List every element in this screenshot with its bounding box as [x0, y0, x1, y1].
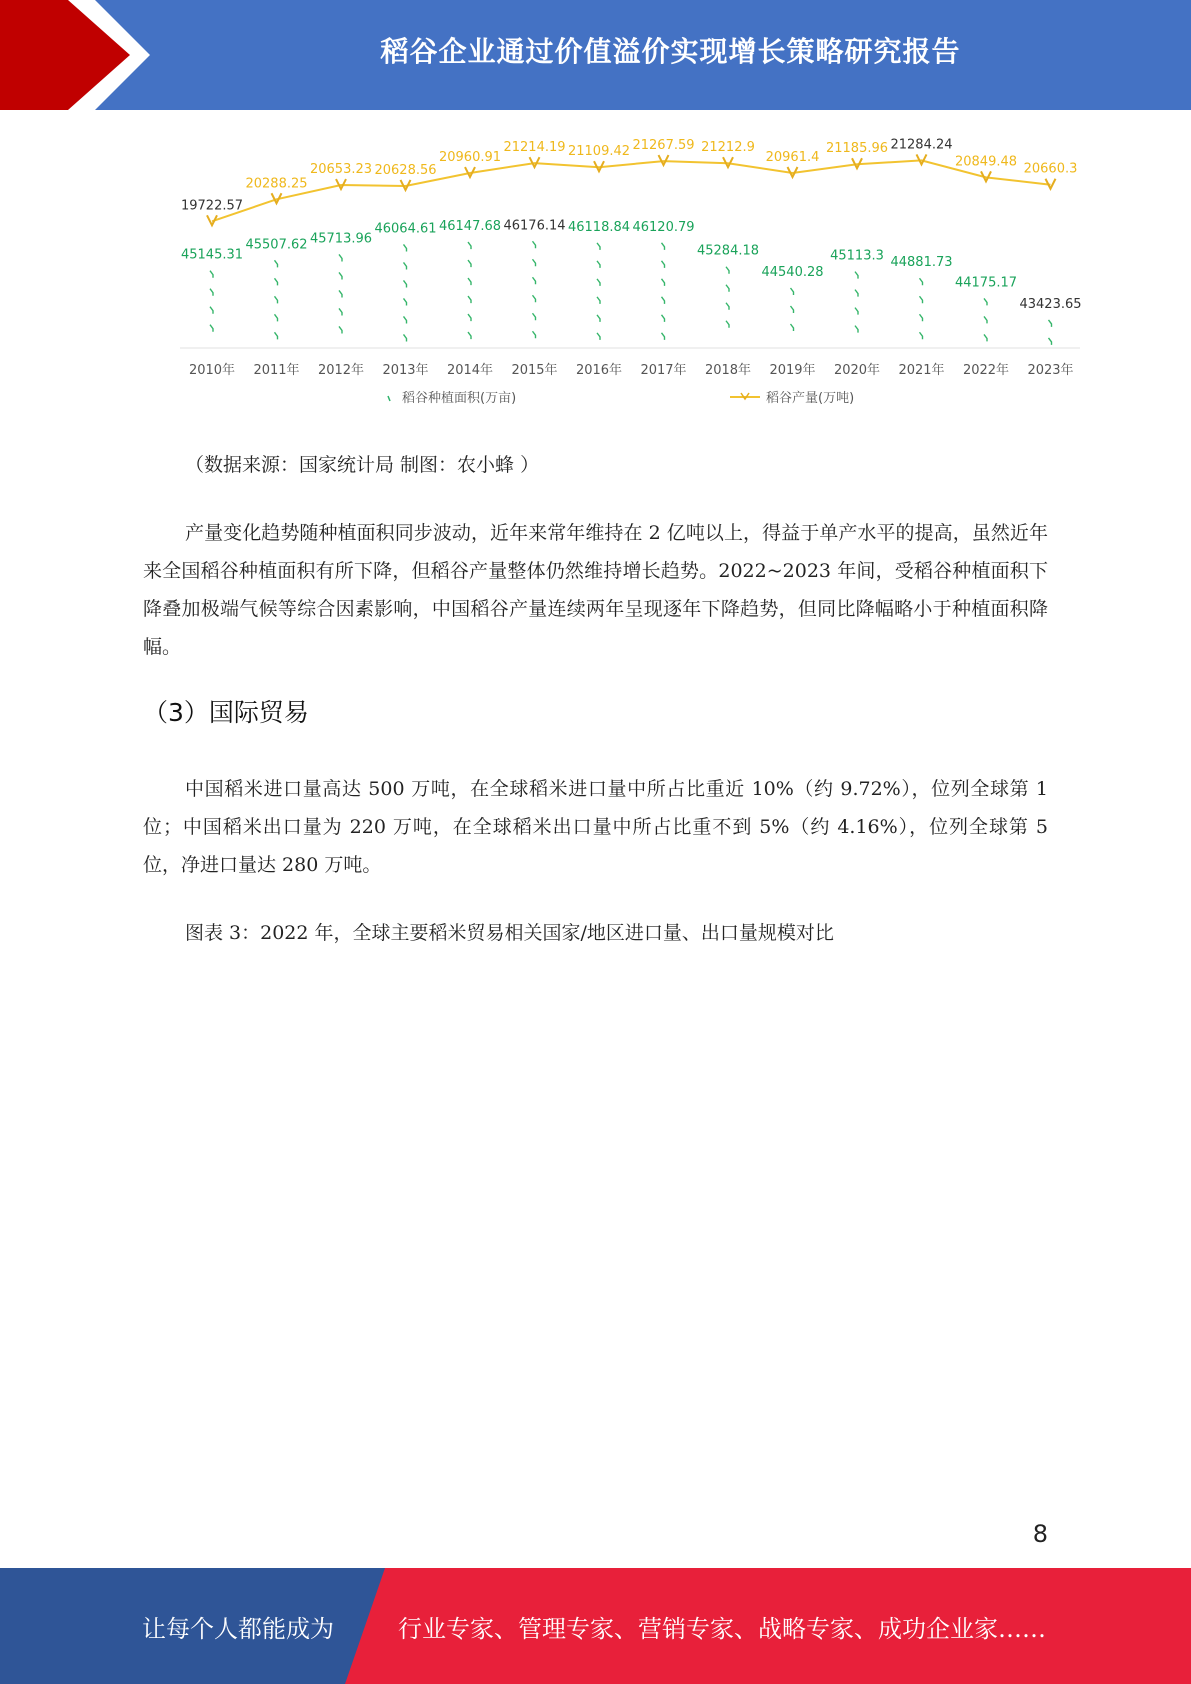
area-data-label: 45284.18 [696, 243, 760, 259]
area-sprout-mark [597, 315, 600, 322]
x-tick-label: 2011年 [253, 363, 300, 378]
area-sprout-mark [920, 332, 923, 339]
production-data-label: 20288.25 [245, 176, 308, 192]
area-sprout-mark [468, 332, 471, 339]
page-footer [0, 1568, 1191, 1684]
area-sprout-mark [920, 296, 923, 303]
production-point [659, 155, 669, 165]
chart-svg [170, 120, 1090, 410]
legend-area-label: 稻谷种植面积(万亩) [402, 391, 517, 406]
area-sprout-mark [275, 314, 278, 321]
area-sprout-mark [533, 241, 536, 248]
area-sprout-mark [984, 316, 987, 323]
area-sprout-mark [597, 261, 600, 268]
figure-title: 图表 3：2022 年，全球主要稻米贸易相关国家/地区进口量、出口量规模对比 [185, 922, 834, 944]
x-tick-label: 2012年 [317, 363, 365, 378]
area-sprout-mark [726, 303, 729, 310]
area-data-label: 46064.61 [374, 221, 437, 237]
area-sprout-mark [275, 278, 278, 285]
area-data-label: 46147.68 [438, 219, 502, 235]
area-sprout-mark [210, 325, 213, 332]
area-sprout-mark [404, 262, 407, 269]
paragraph-production-trend: 产量变化趋势随种植面积同步波动，近年来常年维持在 2 亿吨以上，得益于单产水平的提高，虽然近年来全国稻谷种植面积有所下降，但稻谷产量整体仍然维持增长趋势。2022~2023 年间，受稻谷种植面积下降叠加极端气候等综合因素影响，中国稻谷产量连续两年呈现逐年下降趋势，但同比降幅略小于种植面积降幅。 [143, 522, 1048, 658]
area-sprout-mark [1049, 338, 1052, 345]
production-point [272, 193, 282, 203]
area-data-label: 46176.14 [503, 218, 566, 234]
area-sprout-mark [597, 279, 600, 286]
area-sprout-mark [662, 243, 665, 250]
production-data-label: 20961.4 [765, 150, 820, 166]
area-sprout-mark [984, 298, 987, 305]
x-tick-label: 2022年 [962, 363, 1010, 378]
area-sprout-mark [339, 254, 342, 261]
production-data-label: 19722.57 [180, 198, 244, 214]
header-red-chevron [0, 0, 150, 110]
area-data-label: 44175.17 [954, 275, 1018, 291]
x-tick-label: 2021年 [898, 363, 945, 378]
production-data-label: 21185.96 [825, 141, 889, 157]
x-tick-label: 2020年 [833, 363, 881, 378]
area-sprout-mark [662, 261, 665, 268]
source-caption: （数据来源：国家统计局 制图：农小蜂 ） [185, 454, 540, 476]
legend-area-swatch [388, 396, 390, 401]
legend-production-label: 稻谷产量(万吨) [766, 391, 855, 406]
x-tick-label: 2018年 [704, 363, 752, 378]
area-data-label: 43423.65 [1019, 296, 1082, 312]
production-data-label: 21109.42 [567, 144, 631, 160]
area-sprout-mark [404, 316, 407, 323]
area-sprout-mark [210, 307, 213, 314]
production-data-label: 21267.59 [632, 138, 695, 154]
area-data-label: 44540.28 [761, 264, 824, 280]
x-tick-label: 2017年 [640, 363, 687, 378]
x-tick-label: 2023年 [1027, 363, 1074, 378]
area-sprout-mark [339, 290, 342, 297]
area-sprout-mark [275, 296, 278, 303]
area-sprout-mark [339, 272, 342, 279]
area-sprout-mark [468, 260, 471, 267]
area-sprout-mark [533, 313, 536, 320]
section-heading-international-trade: （3）国际贸易 [143, 698, 309, 727]
area-sprout-mark [597, 333, 600, 340]
production-data-label: 20960.91 [438, 150, 502, 166]
area-sprout-mark [855, 272, 858, 279]
area-sprout-mark [1049, 320, 1052, 327]
production-data-label: 20849.48 [954, 154, 1018, 170]
area-sprout-mark [920, 278, 923, 285]
paragraph-trade: 中国稻米进口量高达 500 万吨，在全球稻米进口量中所占比重近 10%（约 9.72%），位列全球第 1 位；中国稻米出口量为 220 万吨，在全球稻米出口量中所占比重不到 5%（约 4.16%），位列全球第 5 位，净进口量达 280 万吨。 [143, 778, 1048, 876]
area-sprout-mark [468, 314, 471, 321]
area-sprout-mark [339, 308, 342, 315]
area-sprout-mark [984, 334, 987, 341]
area-sprout-mark [791, 288, 794, 295]
area-sprout-mark [726, 321, 729, 328]
footer-slogan-right: 行业专家、管理专家、营销专家、战略专家、成功企业家…… [398, 1614, 1046, 1643]
area-sprout-mark [339, 326, 342, 333]
production-data-label: 20628.56 [374, 162, 437, 178]
area-sprout-mark [662, 333, 665, 340]
area-sprout-mark [855, 326, 858, 333]
x-tick-label: 2016年 [575, 363, 623, 378]
area-sprout-mark [597, 243, 600, 250]
area-sprout-mark [533, 331, 536, 338]
report-title: 稻谷企业通过价值溢价实现增长策略研究报告 [380, 35, 961, 68]
area-data-label: 45113.3 [830, 248, 884, 264]
production-data-label: 21284.24 [890, 137, 953, 153]
x-tick-label: 2014年 [446, 363, 494, 378]
area-sprout-mark [404, 298, 407, 305]
area-sprout-mark [726, 267, 729, 274]
x-tick-label: 2015年 [511, 363, 558, 378]
area-sprout-mark [855, 308, 858, 315]
area-sprout-mark [468, 242, 471, 249]
area-sprout-mark [662, 279, 665, 286]
area-sprout-mark [662, 297, 665, 304]
production-data-label: 21212.9 [701, 140, 755, 156]
area-data-label: 45713.96 [309, 231, 373, 247]
area-data-label: 44881.73 [890, 255, 953, 271]
area-sprout-mark [791, 324, 794, 331]
area-sprout-mark [210, 271, 213, 278]
page-number: 8 [1032, 1520, 1048, 1548]
page-header [0, 0, 1191, 110]
area-sprout-mark [404, 280, 407, 287]
rice-area-production-chart [170, 120, 1090, 410]
area-sprout-mark [404, 334, 407, 341]
area-sprout-mark [726, 285, 729, 292]
area-sprout-mark [791, 306, 794, 313]
area-sprout-mark [855, 290, 858, 297]
area-sprout-mark [210, 289, 213, 296]
area-sprout-mark [533, 277, 536, 284]
production-data-label: 21214.19 [503, 140, 566, 156]
area-sprout-mark [662, 315, 665, 322]
area-data-label: 45507.62 [245, 237, 308, 253]
area-sprout-mark [275, 332, 278, 339]
footer-slogan-left: 让每个人都能成为 [142, 1614, 334, 1643]
area-sprout-mark [275, 260, 278, 267]
area-sprout-mark [468, 278, 471, 285]
area-data-label: 46118.84 [567, 219, 631, 235]
area-sprout-mark [920, 314, 923, 321]
production-point [723, 157, 733, 167]
x-tick-label: 2010年 [188, 363, 236, 378]
x-tick-label: 2019年 [769, 363, 816, 378]
area-sprout-mark [533, 295, 536, 302]
area-sprout-mark [533, 259, 536, 266]
production-data-label: 20653.23 [309, 162, 373, 178]
area-data-label: 46120.79 [632, 219, 695, 235]
area-sprout-mark [404, 244, 407, 251]
area-data-label: 45145.31 [180, 247, 244, 263]
production-data-label: 20660.3 [1023, 161, 1078, 177]
area-sprout-mark [468, 296, 471, 303]
area-sprout-mark [597, 297, 600, 304]
x-tick-label: 2013年 [382, 363, 429, 378]
